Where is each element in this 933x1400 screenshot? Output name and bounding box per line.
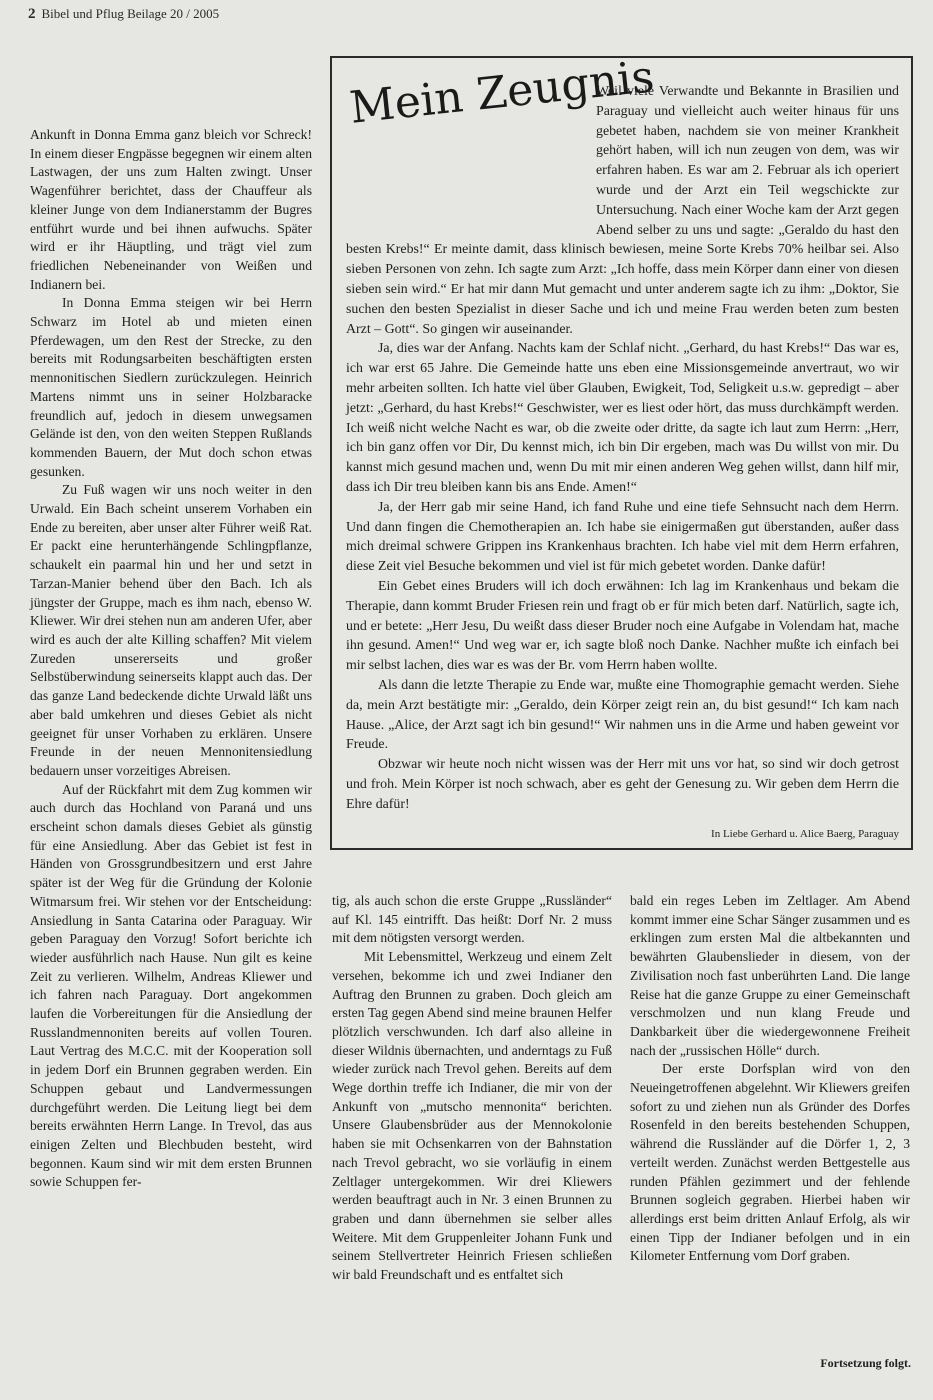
testimony-body: [346, 82, 899, 814]
paragraph: bald ein reges Leben im Zeltlager. Am Abend kommt immer eine Schar Sänger zusammen und es erklingen zum ersten Mal die altbekannten und bewährten Glaubenslieder in diesem, von der Zivilisation noch fast unberührten Land. Die lange Reise hat die ganze Gruppe zu einer Gemeinschaft verschmolzen und nun klang Freude und Dankbarkeit über die wiedergewonnene Freiheit nach der „russischen Hölle“ durch.: [630, 893, 910, 1058]
continuation-note: Fortsetzung folgt.: [820, 1356, 911, 1370]
paragraph: In Donna Emma steigen wir bei Herrn Schwarz im Hotel ab und mieten einen Pferdewagen, um den Rest der Strecke, zu den bereits mit Rodungsarbeiten beschäftigten ersten mennonitischen Siedlern zurückzulegen. Heinrich Martens nimmt uns in seiner Holzbaracke freundlich auf, jedoch in diesem unwegsamen Gelände ist den, von den weiten Steppen Rußlands kommenden Bauern, der Mut doch schon etwas gesunken.: [30, 295, 312, 479]
paragraph: Ankunft in Donna Emma ganz bleich vor Schreck! In einem dieser Engpässe begegnen wir einem alten Lastwagen, der uns zum Halten zwingt. Unser Wagenführer berichtet, dass der Chauffeur als kleiner Junge von dem Indianerstamm der Bugres entführt wurde und bei ihnen aufwuchs. Später wird er ihr Häuptling, und trägt viel zum friedlichen Nebeneinander von Weißen und Indianern bei.: [30, 127, 312, 292]
paragraph: Mit Lebensmittel, Werkzeug und einem Zelt versehen, bekomme ich und zwei Indianer den Auftrag den Brunnen zu graben. Doch gleich am ersten Tag gegen Abend sind meine braunen Helfer plötzlich verschwunden. Ich darf also alleine in dieser Wildnis übernachten, und anderntags zu Fuß wieder zurück nach Trevol gehen. Bereits auf dem Wege dorthin treffe ich Indianer, die mir von der Ankunft von „mutscho mennonita“ berichten. Unsere Glaubensbrüder aus der Mennokolonie haben sie mit Ochsenkarren von der Bahnstation nach Trevol gebracht, wo sie vorläufig in einem Zeltlager untergekommen. Wir drei Kliewers werden beauftragt auch in Nr. 3 einen Brunnen zu graben und dann übernehmen sie selber alles Weitere. Mit dem Gruppenleiter Johann Funk und seinem Stellvertreter Heinrich Friesen schließen wir bald Freundschaft und es entfaltet sich: [332, 949, 612, 1283]
middle-column: [332, 892, 612, 1285]
left-column: [30, 126, 312, 1192]
paragraph: Zu Fuß wagen wir uns noch weiter in den Urwald. Ein Bach scheint unserem Vorhaben ein Ende zu bereiten, aber unser alter Führer weiß Rat. Er packt eine herunterhängende Schlingpflanze, schaukelt ein paarmal hin und her und setzt in Tarzan-Manier behend über den Bach. Ich als jüngster der Gruppe, mach es ihm nach, ebenso W. Kliewer. Wir drei stehen nun am anderen Ufer, aber wird es auch der alte Killing schaffen? Mit vielem Zureden unsererseits und großer Selbstüberwindung seinerseits klappt auch das. Der das ganze Land bedeckende dichte Urwald läßt uns aber bald umkehren und dieses Gebiet als nicht geeignet für unser Vorhaben zu erklären. Unsere Freunde in der neuen Mennonitensiedlung bedauern unser vorzeitiges Abreisen.: [30, 482, 312, 778]
testimony-title: Mein Zeugnis: [347, 51, 657, 134]
page-header: [28, 6, 219, 23]
paragraph: Ein Gebet eines Bruders will ich doch erwähnen: Ich lag im Krankenhaus und bekam die Therapie, dann kommt Bruder Friesen rein und fragt ob er für mich beten darf. Natürlich, sagte ich, und er betete: „Herr Jesu, Du weißt dass dieser Bruder noch eine Aufgabe in Volendam hat, mache ihn gesund. Amen!“ Und weg war er, ich sagte bloß noch Danke. Nachher mußte ich einfach bei mir selbst lachen, dies war es was der Br. vom Herrn haben wollte.: [346, 578, 899, 674]
page-number: 2: [28, 6, 36, 22]
paragraph: Ja, dies war der Anfang. Nachts kam der Schlaf nicht. „Gerhard, du hast Krebs!“ Das war es, ich war erst 65 Jahre. Die Gemeinde hatte uns eben eine Missionsgemeinde anvertraut, wo wir mehr arbeiten sollten. Ich hatte viel über Glauben, Ewigkeit, Tod, Seligkeit u.s.w. gepredigt – aber jetzt: „Gerhard, du hast Krebs!“ Geschwister, wer es liest oder hört, das muss durchkämpft werden. Ich weiß nicht welche Nacht es war, ob die zweite oder dritte, da sagte ich laut zum Herrn: „Herr, ich bin ganz offen vor Dir, Du kennst mich, ich bin Dir ergeben, mach was Du willst von mir. Du kannst mich gesund machen und, wenn Du mit mir einen anderen Weg gehen willst, dann hilf mir, dass ich Dir treu bleiben kann bis ans Ende. Amen!“: [346, 341, 899, 495]
paragraph: Auf der Rückfahrt mit dem Zug kommen wir auch durch das Hochland von Paraná und uns erscheint schon damals dieses Gebiet als günstig für eine Ansiedlung. Aber das Gebiet ist fest in Händen von Grossgrundbesitzern und erst Jahre später ist der Weg für die Gründung der Kolonie Witmarsum frei. Wir stehen vor der Entscheidung: Ansiedlung in Santa Catarina oder Paraguay. Wir geben Paraguay den Vorzug! Sofort berichte ich wieder ausführlich nach Hause. Nun gilt es keine Zeit zu verlieren. Wilhelm, Andreas Kliewer und ich fahren nach Paraguay. Dort angekommen laufen die Vorbereitungen für die Ansiedlung der Russlandmennoniten bereits auf vollen Touren. Laut Vertrag des M.C.C. mit der Kooperation soll in jedem Dorf ein Brunnen gegraben werden. Ein Schuppen gebaut und Landvermessungen durchgeführt werden. Die Leitung liegt bei dem bereits erwähnten Herrn Lange. In Trevol, das aus einigen Zelten und Blechbuden besteht, wird begonnen. Kaum sind wir mit dem ersten Brunnen sowie Schuppen fer-: [30, 781, 312, 1190]
paragraph: Als dann die letzte Therapie zu Ende war, mußte eine Thomographie gemacht werden. Siehe da, mein Arzt bestätigte mir: „Geraldo, dein Körper zeigt rein an, du bist gesund!“ Ich kam nach Hause. „Alice, der Arzt sagt ich bin gesund!“ Wir nahmen uns in die Arme und haben geweint vor Freude.: [346, 677, 899, 753]
testimony-box: [330, 51, 913, 850]
paragraph: tig, als auch schon die erste Gruppe „Russländer“ auf Kl. 145 eintrifft. Das heißt: Dorf Nr. 2 muss mit dem nötigsten versorgt werden.: [332, 893, 612, 946]
title-spacer: [346, 82, 596, 232]
publication-title: Bibel und Pflug Beilage 20 / 2005: [41, 6, 220, 21]
right-column: [630, 892, 910, 1266]
paragraph: Weil viele Verwandte und Bekannte in Brasilien und Paraguay und vielleicht auch weiter hinaus für uns gebetet haben, nachdem sie von meiner Krankheit gehört haben, will ich nun zeugen von dem, was wir erfahren haben. Es war am 2. Februar als ich operiert wurde und der Arzt ein Teil wegschickte zur Untersuchung. Nach einer Woche kam der Arzt gegen Abend selber zu uns und sagte: „Geraldo du hast den besten Krebs!“ Er meinte damit, dass klinisch bewiesen, meine Sorte Krebs 70% heilbar sei. Also sieben Personen von zehn. Ich sagte zum Arzt: „Ich hoffe, dass mein Körper dann einer von diesen sieben sein wird.“ Er hat mir dann Mut gemacht und unter anderem sagte ich zu ihm: „Doktor, Sie suchen den besten Spezialist in dieser Sache und ich und meine Frau werden beten zum besten Arzt – Gott“. So gingen wir auseinander.: [346, 84, 899, 337]
paragraph: Der erste Dorfsplan wird von den Neueingetroffenen abgelehnt. Wir Kliewers greifen sofort zu und ziehen nun als Gründer des Dorfes Rosenfeld in den bereits bestehenden Schuppen, während die Russländer auf die Dörfer 1, 2, 3 verteilt werden. Zunächst werden Bettgestelle aus runden Pfählen gezimmert und der fehlende Brunnen sogleich gegraben. Hierbei haben wir allerdings erst beim dritten Anlauf Erfolg, als wir einen Tipp der Indianer befolgen und in ein Kilometer Entfernung vom Dorf graben.: [630, 1061, 910, 1264]
testimony-signature: In Liebe Gerhard u. Alice Baerg, Paraguay: [711, 828, 899, 840]
paragraph: Ja, der Herr gab mir seine Hand, ich fand Ruhe und eine tiefe Sehnsucht nach dem Herrn. Und dann fingen die Chemotherapien an. Ich habe sie einigermaßen gut überstanden, außer dass mich dreimal schwere Grippen ins Krankenhaus brachten. Ich habe viel mit dem Herrn erfahren, diese Zeit viel Besuche bekommen und viel ist für mich gebetet worden. Danke dafür!: [346, 499, 899, 575]
paragraph: Obzwar wir heute noch nicht wissen was der Herr mit uns vor hat, so sind wir doch getrost und froh. Mein Körper ist noch schwach, aber es geht der Genesung zu. Wir geben dem Herrn die Ehre dafür!: [346, 757, 899, 812]
